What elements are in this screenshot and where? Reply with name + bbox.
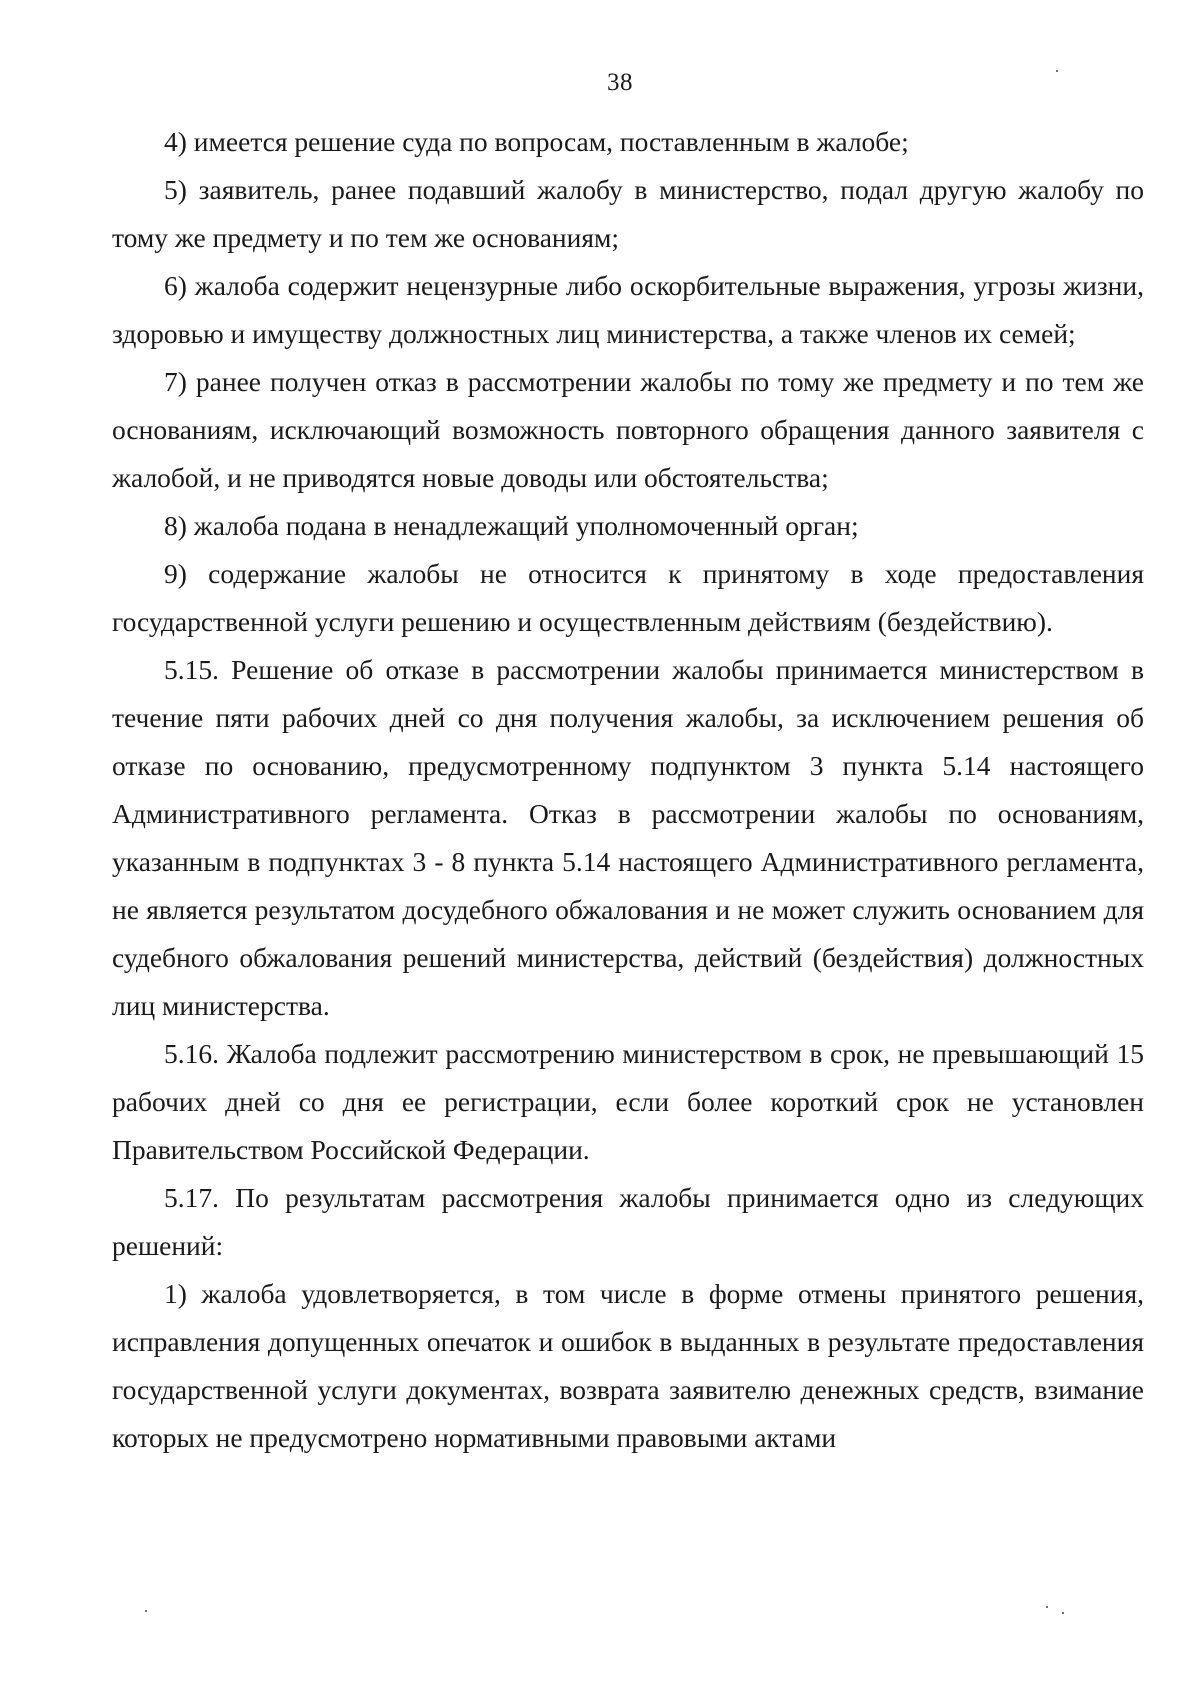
list-item-8: 8) жалоба подана в ненадлежащий уполномоченный орган;: [164, 510, 859, 541]
page-number: 38: [607, 69, 633, 96]
decision-item-1: 1) жалоба удовлетворяется, в том числе в форме отмены принятого решения, исправления допущенных опечаток и ошибок в выданных в результате предоставления государственной услуги документах, возврата заявителю денежных средств, взимание которых не предусмотрено нормативными правовыми актами: [112, 1278, 1144, 1453]
list-item-4: 4) имеется решение суда по вопросам, поставленным в жалобе;: [164, 126, 909, 157]
list-item-6: 6) жалоба содержит нецензурные либо оскорбительные выражения, угрозы жизни, здоровью и имуществу должностных лиц министерства, а также членов их семей;: [112, 270, 1144, 349]
clause-5-15: 5.15. Решение об отказе в рассмотрении жалобы принимается министерством в течение пяти рабочих дней со дня получения жалобы, за исключением решения об отказе по основанию, предусмотренному подпунктом 3 пункта 5.14 настоящего Административного регламента. Отказ в рассмотрении жалобы по основаниям, указанным в подпунктах 3 - 8 пункта 5.14 настоящего Административного регламента, не является результатом досудебного обжалования и не может служить основанием для судебного обжалования решений министерства, действий (бездействия) должностных лиц министерства.: [112, 654, 1144, 1021]
clause-5-16: 5.16. Жалоба подлежит рассмотрению министерством в срок, не превышающий 15 рабочих дней со дня ее регистрации, если более короткий срок не установлен Правительством Российской Федерации.: [112, 1038, 1144, 1165]
list-item-5: 5) заявитель, ранее подавший жалобу в министерство, подал другую жалобу по тому же предмету и по тем же основаниям;: [112, 174, 1144, 253]
scan-speck: [1046, 1606, 1048, 1608]
clause-5-17: 5.17. По результатам рассмотрения жалобы принимается одно из следующих решений:: [112, 1182, 1144, 1261]
scan-speck: [1062, 1612, 1064, 1614]
list-item-7: 7) ранее получен отказ в рассмотрении жалобы по тому же предмету и по тем же основаниям, исключающий возможность повторного обращения данного заявителя с жалобой, и не приводятся новые доводы или обстоятельства;: [112, 366, 1144, 493]
document-body: [112, 118, 1144, 1462]
scan-speck: [1056, 70, 1058, 72]
scan-speck: [145, 1610, 147, 1612]
list-item-9: 9) содержание жалобы не относится к принятому в ходе предоставления государственной услуги решению и осуществленным действиям (бездействию).: [112, 558, 1144, 637]
